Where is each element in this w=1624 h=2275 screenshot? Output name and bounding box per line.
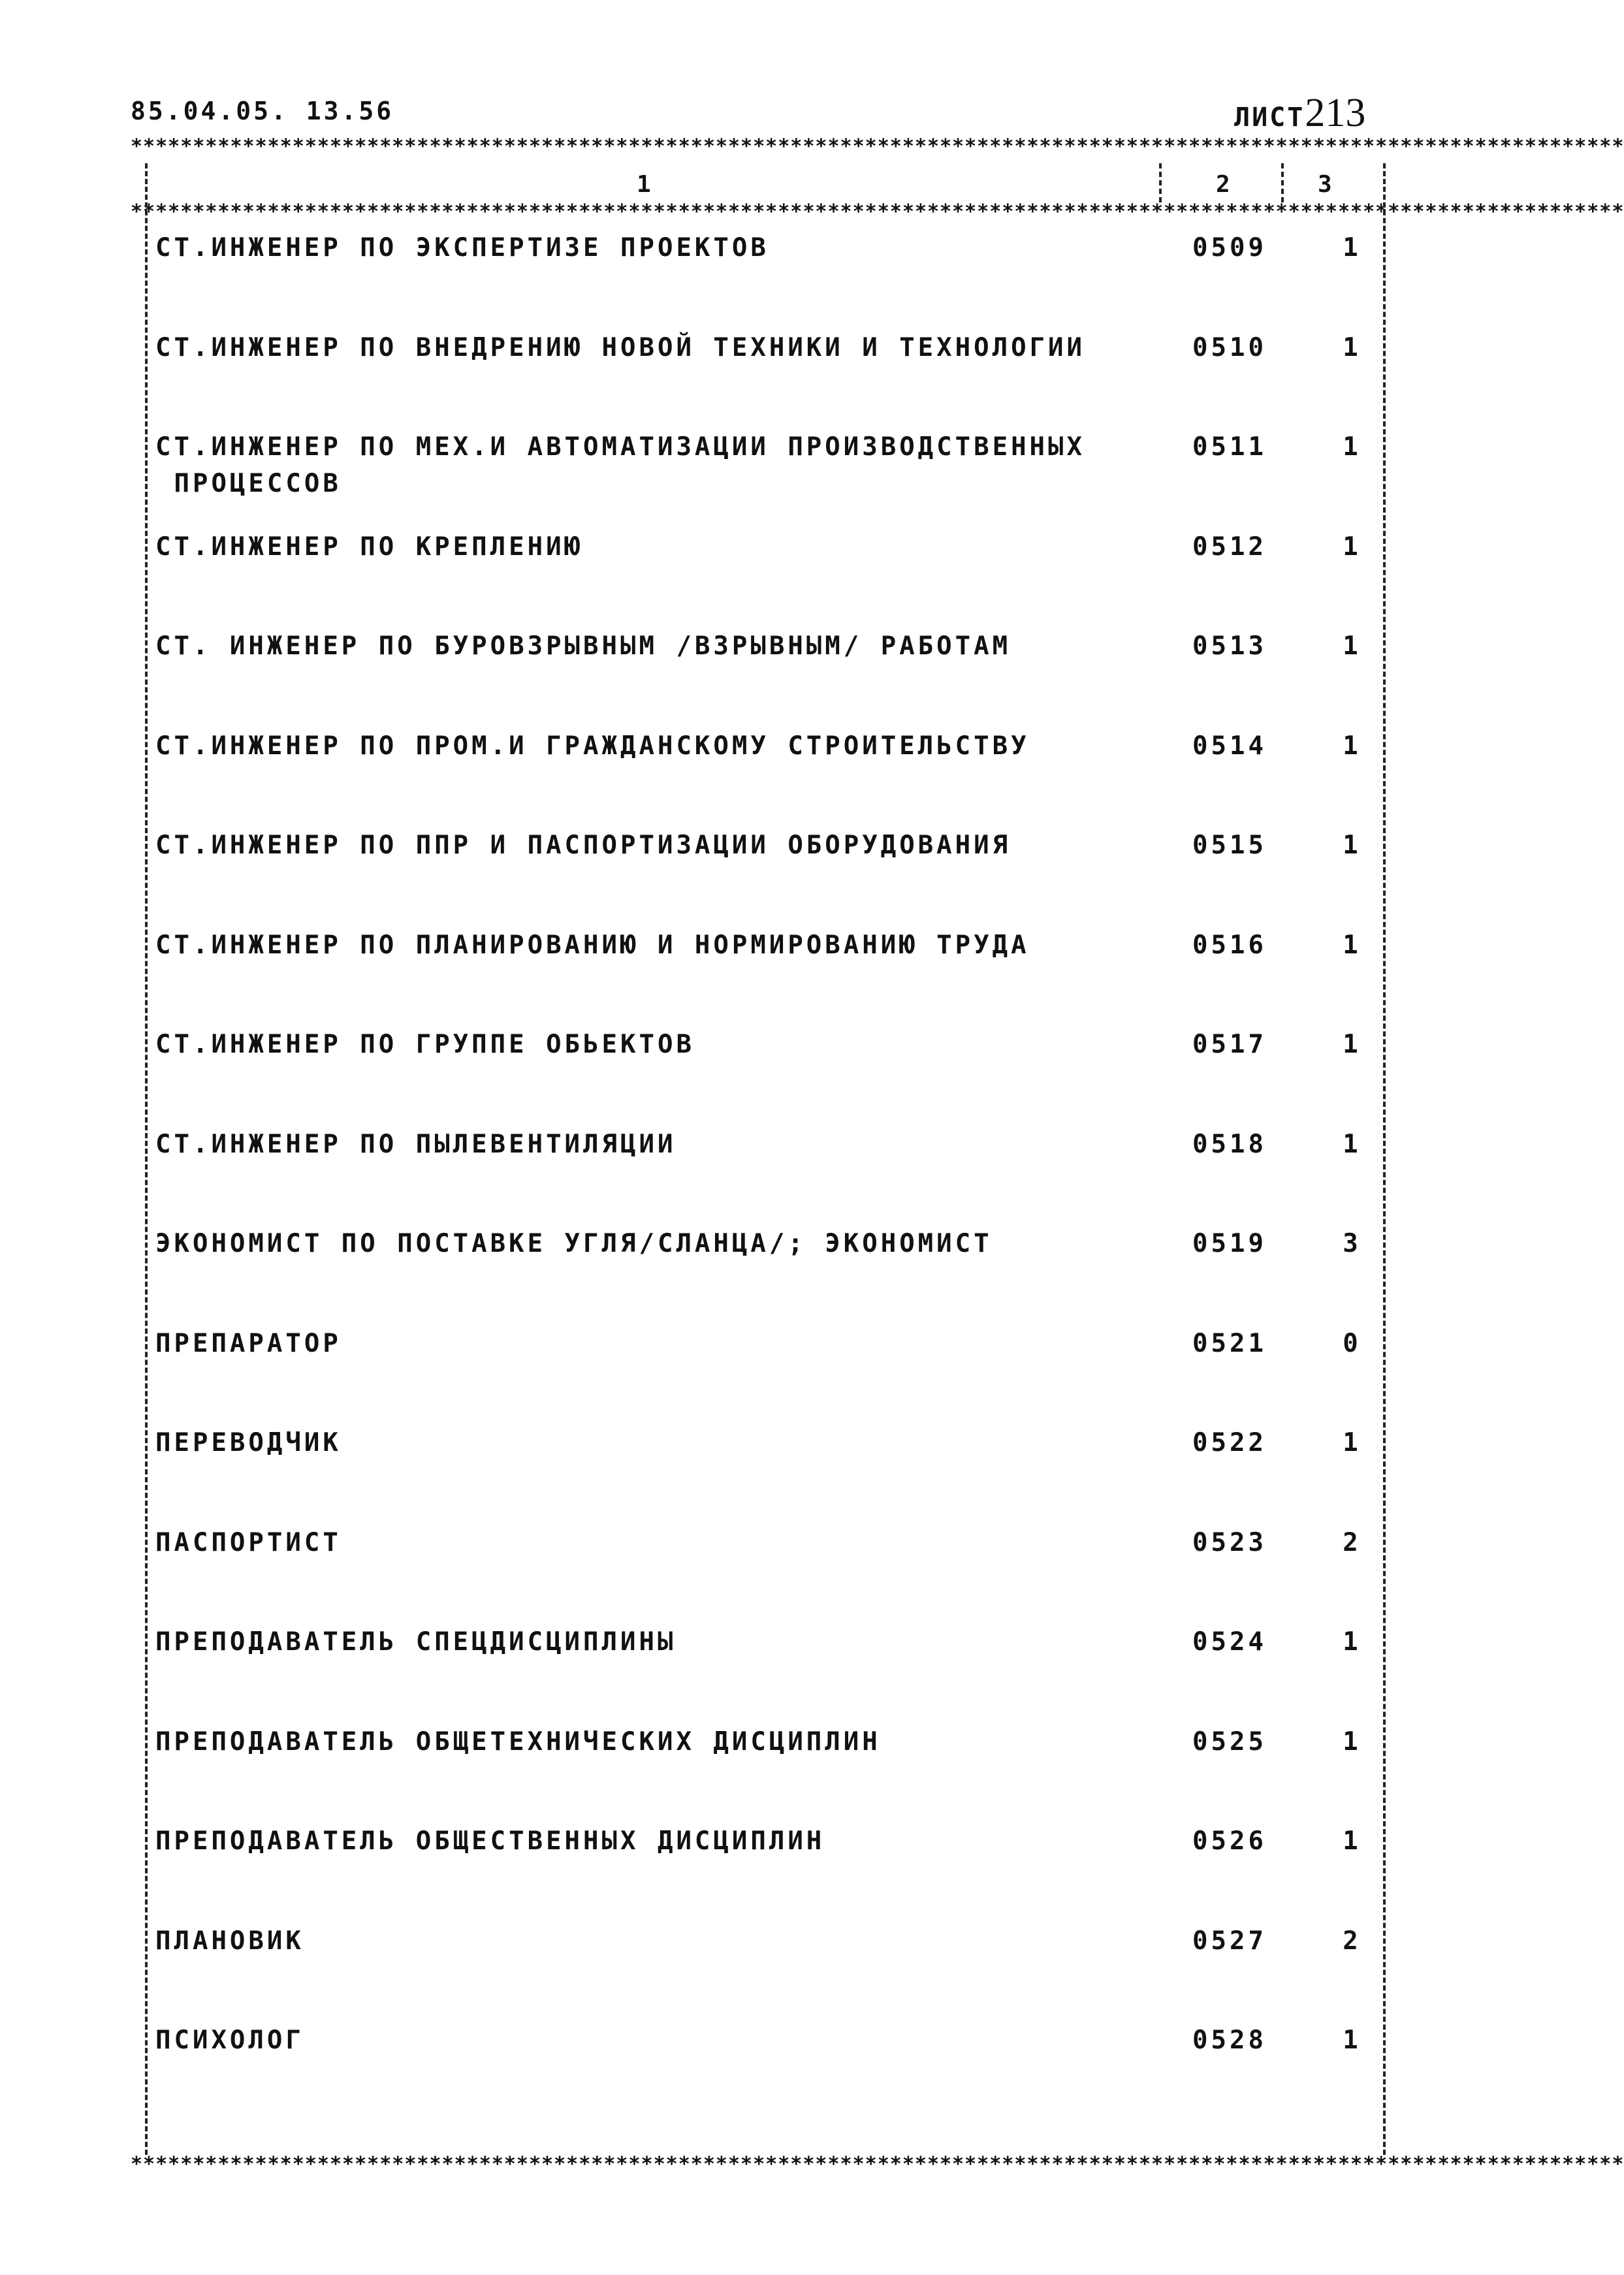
position-quantity: 1 [1343, 432, 1358, 462]
table-row [155, 1326, 1383, 1424]
position-quantity: 0 [1343, 1329, 1358, 1358]
position-code: 0513 [1192, 631, 1267, 661]
position-code: 0514 [1192, 731, 1267, 761]
column-divider-2 [1281, 163, 1284, 202]
position-quantity: 1 [1343, 1428, 1358, 1457]
position-code: 0519 [1192, 1229, 1267, 1258]
position-name: СТ.ИНЖЕНЕР ПО ПЫЛЕВЕНТИЛЯЦИИ [155, 1130, 677, 1159]
position-name: ПРЕПОДАВАТЕЛЬ ОБЩЕСТВЕННЫХ ДИСЦИПЛИН [155, 1826, 825, 1856]
position-quantity: 1 [1343, 631, 1358, 661]
column-divider-1 [1159, 163, 1162, 202]
position-name: ЭКОНОМИСТ ПО ПОСТАВКЕ УГЛЯ/СЛАНЦА/; ЭКОНОМИСТ [155, 1229, 993, 1258]
position-code: 0511 [1192, 432, 1267, 462]
position-code: 0518 [1192, 1130, 1267, 1159]
position-name: ПЛАНОВИК [155, 1926, 304, 1956]
position-name: ПСИХОЛОГ [155, 2026, 304, 2055]
top-border: ************************************************************************************************************************ [131, 135, 1624, 158]
position-quantity: 2 [1343, 1528, 1358, 1557]
position-quantity: 2 [1343, 1926, 1358, 1956]
position-quantity: 1 [1343, 1727, 1358, 1757]
table-row [155, 628, 1383, 726]
position-quantity: 1 [1343, 931, 1358, 960]
position-quantity: 1 [1343, 731, 1358, 761]
position-code: 0516 [1192, 931, 1267, 960]
position-quantity: 1 [1343, 233, 1358, 262]
position-quantity: 1 [1343, 333, 1358, 362]
position-name: ПРЕПОДАВАТЕЛЬ СПЕЦДИСЦИПЛИНЫ [155, 1627, 677, 1657]
table-row [155, 1923, 1383, 2021]
position-code: 0525 [1192, 1727, 1267, 1757]
table-right-border [1383, 163, 1386, 2155]
position-quantity: 1 [1343, 1130, 1358, 1159]
table-row [155, 1026, 1383, 1124]
position-name: СТ.ИНЖЕНЕР ПО ППР И ПАСПОРТИЗАЦИИ ОБОРУДОВАНИЯ [155, 831, 1011, 860]
position-code: 0526 [1192, 1826, 1267, 1856]
table-left-border [145, 163, 148, 2155]
position-code: 0510 [1192, 333, 1267, 362]
position-name: СТ.ИНЖЕНЕР ПО ЭКСПЕРТИЗЕ ПРОЕКТОВ [155, 233, 769, 262]
table-row [155, 330, 1383, 428]
table-row [155, 529, 1383, 627]
column-header-3: 3 [1318, 171, 1332, 198]
position-code: 0523 [1192, 1528, 1267, 1557]
sheet-number: 213 [1305, 91, 1366, 135]
position-name: СТ. ИНЖЕНЕР ПО БУРОВЗРЫВНЫМ /ВЗРЫВНЫМ/ РАБОТАМ [155, 631, 1011, 661]
position-name: ПАСПОРТИСТ [155, 1528, 342, 1557]
print-datetime: 85.04.05. 13.56 [131, 97, 394, 125]
column-header-1: 1 [637, 171, 651, 198]
table-row [155, 1823, 1383, 1921]
position-quantity: 1 [1343, 1030, 1358, 1059]
position-quantity: 1 [1343, 1627, 1358, 1657]
position-code: 0512 [1192, 532, 1267, 562]
table-row [155, 927, 1383, 1025]
bottom-border: ************************************************************************************************************************ [131, 2153, 1624, 2176]
position-name: СТ.ИНЖЕНЕР ПО ВНЕДРЕНИЮ НОВОЙ ТЕХНИКИ И ТЕХНОЛОГИИ [155, 333, 1085, 362]
table-row [155, 1226, 1383, 1324]
header-separator: ************************************************************************************************************************ [131, 200, 1624, 223]
position-code: 0524 [1192, 1627, 1267, 1657]
table-row [155, 1724, 1383, 1822]
position-name: ПРЕПАРАТОР [155, 1329, 342, 1358]
table-row [155, 827, 1383, 925]
table-row [155, 1126, 1383, 1224]
table-row [155, 429, 1383, 527]
position-name: ПЕРЕВОДЧИК [155, 1428, 342, 1457]
position-code: 0515 [1192, 831, 1267, 860]
position-name: ПРЕПОДАВАТЕЛЬ ОБЩЕТЕХНИЧЕСКИХ ДИСЦИПЛИН [155, 1727, 881, 1757]
table-row [155, 1425, 1383, 1523]
position-quantity: 1 [1343, 2026, 1358, 2055]
table-row [155, 2022, 1383, 2120]
sheet-label-text: ЛИСТ [1234, 103, 1305, 133]
position-quantity: 1 [1343, 1826, 1358, 1856]
position-code: 0521 [1192, 1329, 1267, 1358]
position-code: 0528 [1192, 2026, 1267, 2055]
position-name: СТ.ИНЖЕНЕР ПО ГРУППЕ ОБЬЕКТОВ [155, 1030, 695, 1059]
position-code: 0517 [1192, 1030, 1267, 1059]
position-quantity: 3 [1343, 1229, 1358, 1258]
position-name: СТ.ИНЖЕНЕР ПО ПЛАНИРОВАНИЮ И НОРМИРОВАНИЮ ТРУДА [155, 931, 1030, 960]
column-header-2: 2 [1216, 171, 1230, 198]
table-row [155, 1525, 1383, 1623]
position-code: 0522 [1192, 1428, 1267, 1457]
sheet-label [1234, 90, 1365, 136]
position-name: СТ.ИНЖЕНЕР ПО КРЕПЛЕНИЮ [155, 532, 584, 562]
position-name: СТ.ИНЖЕНЕР ПО ПРОМ.И ГРАЖДАНСКОМУ СТРОИТЕЛЬСТВУ [155, 731, 1030, 761]
table-row [155, 1624, 1383, 1722]
table-row [155, 230, 1383, 328]
position-code: 0527 [1192, 1926, 1267, 1956]
table-row [155, 728, 1383, 826]
position-name: СТ.ИНЖЕНЕР ПО МЕХ.И АВТОМАТИЗАЦИИ ПРОИЗВОДСТВЕННЫХ ПРОЦЕССОВ [155, 432, 1085, 498]
position-code: 0509 [1192, 233, 1267, 262]
position-quantity: 1 [1343, 532, 1358, 562]
position-quantity: 1 [1343, 831, 1358, 860]
